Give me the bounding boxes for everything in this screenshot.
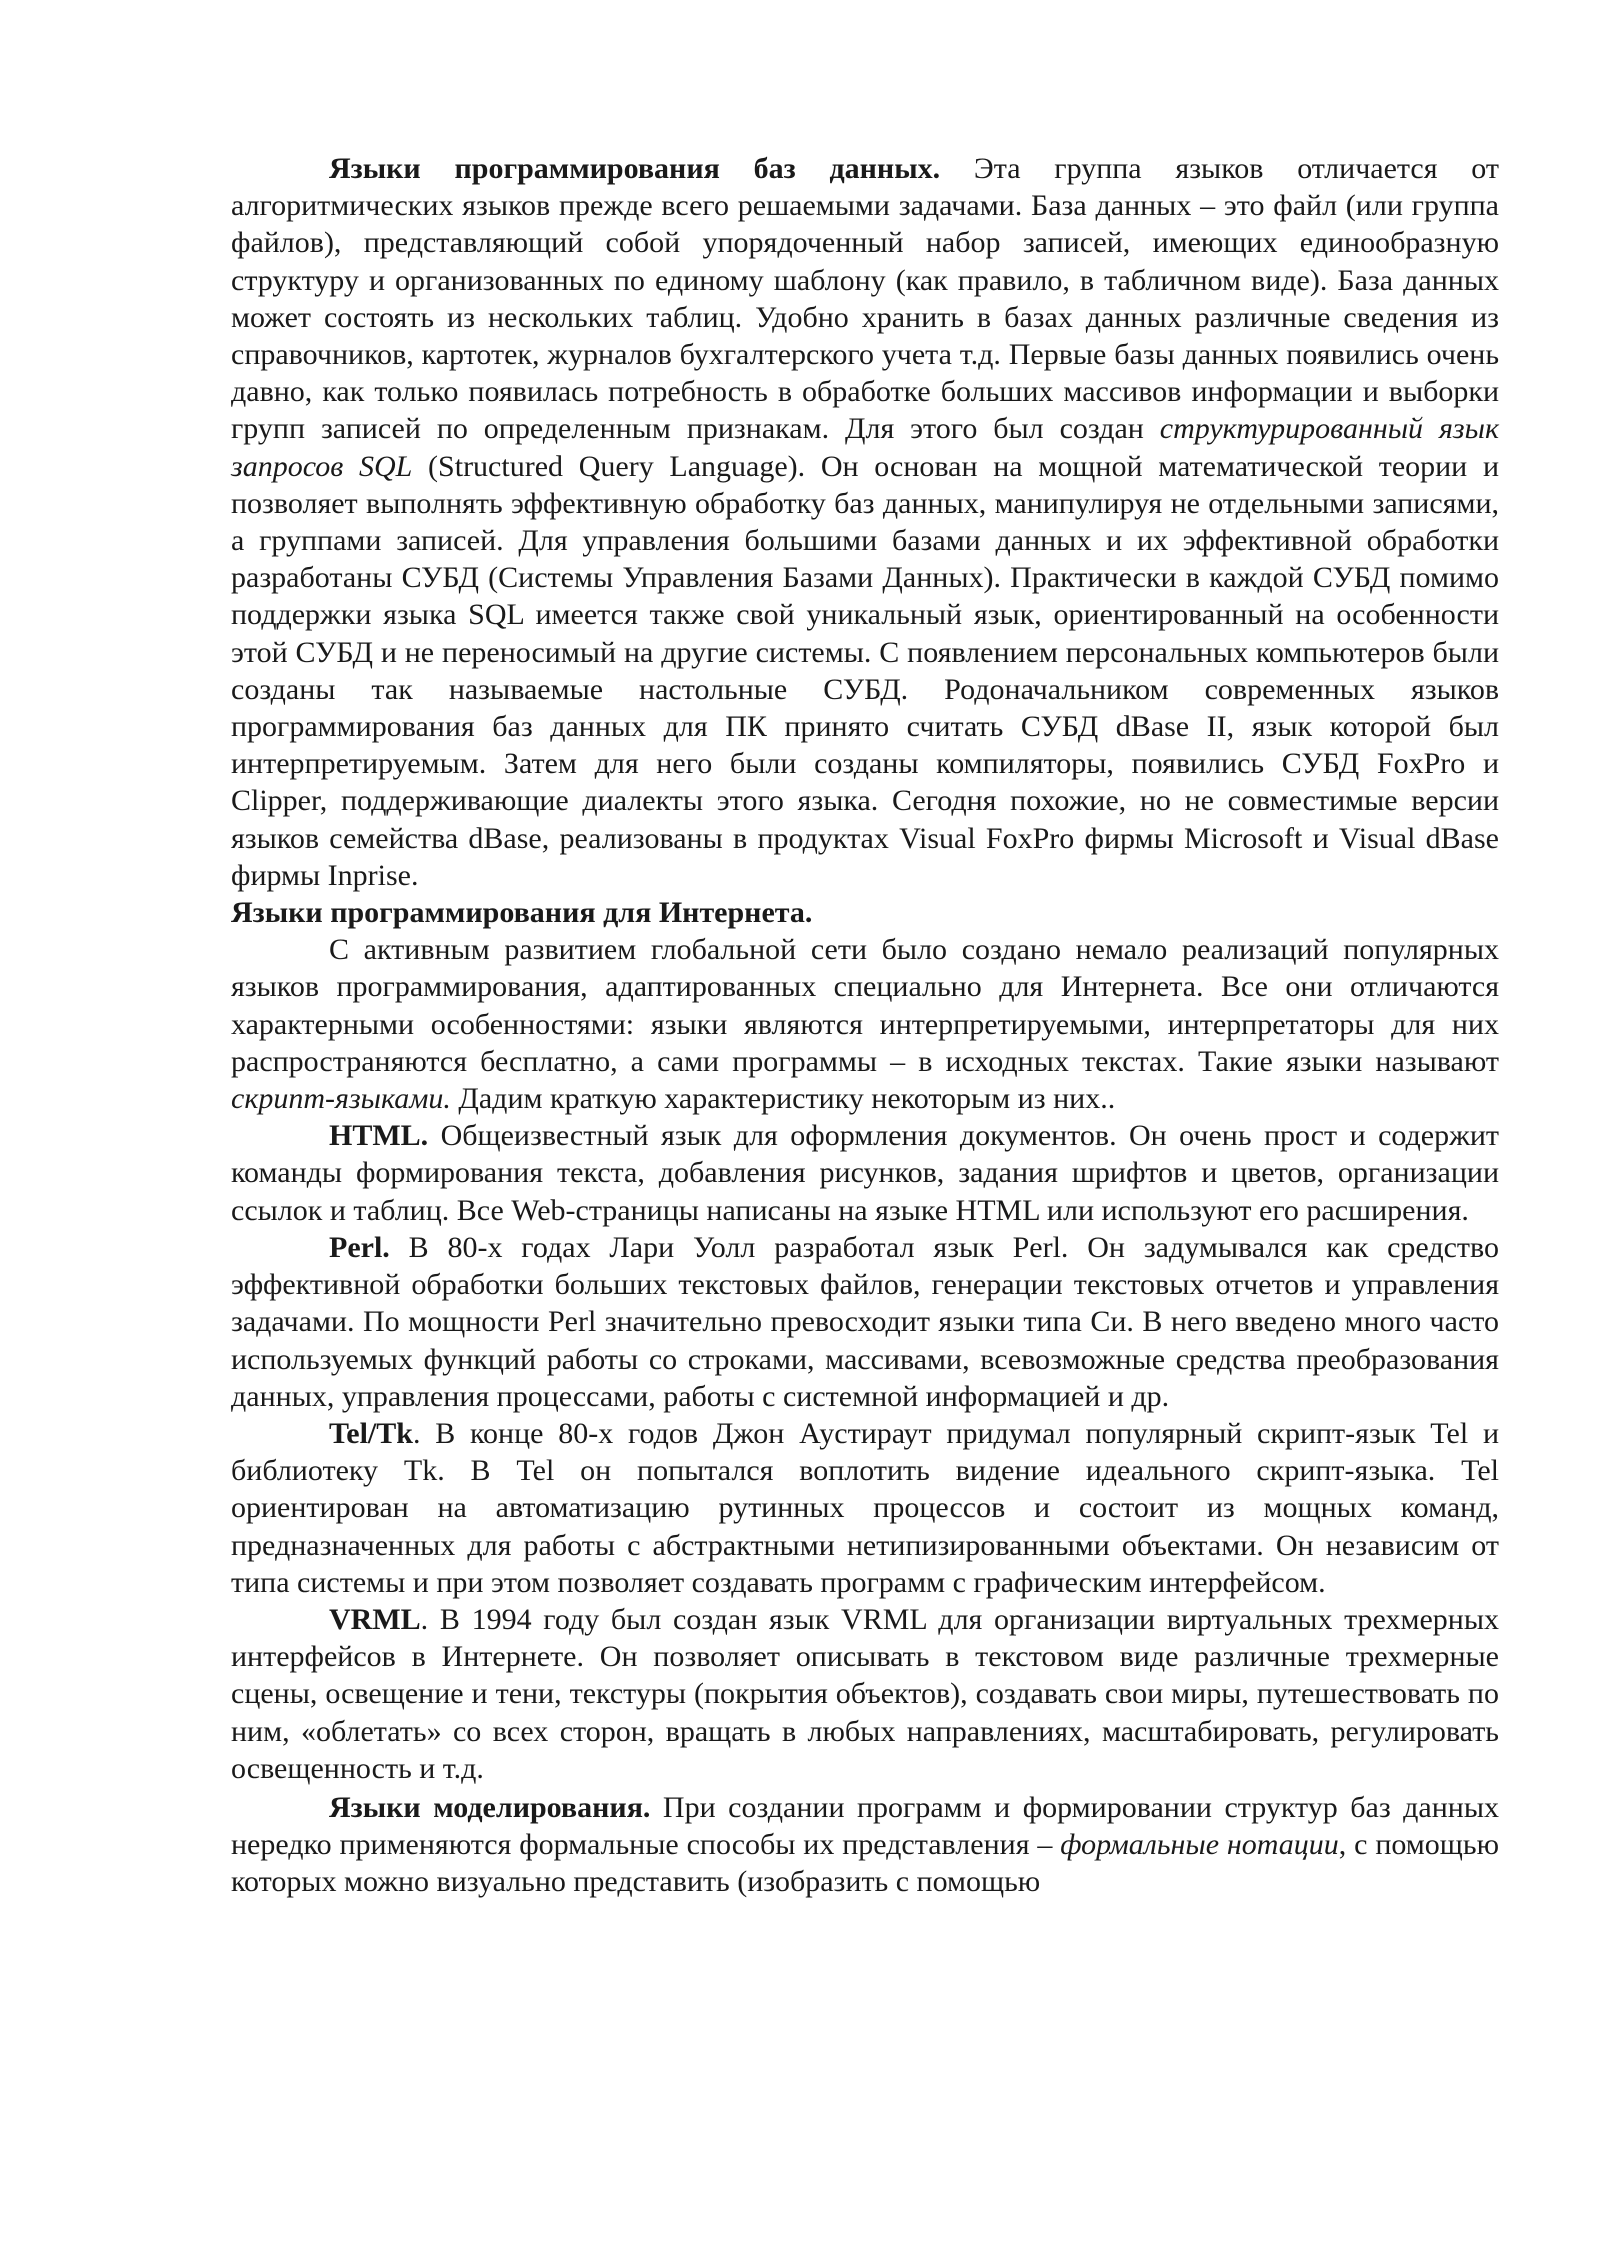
term-tcl-tk: Tel/Tk [329,1416,413,1450]
paragraph-text: В 80-х годах Лари Уолл разработал язык Perl. Он задумывался как средство эффективной обработки больших текстовых файлов, генерации текстовых отчетов и управления задачами. По мощности Perl значительно превосходит языки типа Си. В него введено много часто используемых функций работы со строками, массивами, всевозможные средства преобразования данных, управления процессами, работы с системной информацией и др. [231,1230,1499,1413]
paragraph-text: С активным развитием глобальной сети было создано немало реализаций популярных языков программирования, адаптированных специально для Интернета. Все они отличаются характерными особенностями: языки являются интерпретируемыми, интерпретаторы для них распространяются бесплатно, а сами программы – в исходных текстах. Такие языки называют [231,933,1499,1078]
paragraph-databases [231,150,1499,894]
paragraph-text: При создании программ и формировании структур баз данных нередко применяются формальные способы их представления – [231,1790,1500,1862]
paragraph-text: Общеизвестный язык для оформления документов. Он очень прост и содержит команды формирования текста, добавления рисунков, задания шрифтов и цветов, организации ссылок и таблиц. Все Web-страницы написаны на языке HTML или используют его расширения. [231,1119,1499,1227]
heading-internet-languages: Языки программирования для Интернета. [231,896,813,930]
term-database-languages: Языки программирования баз данных. [329,152,941,185]
paragraph-vrml [231,1601,1499,1787]
term-sql: структурированный язык запросов SQL [231,412,1499,483]
term-modeling-languages: Языки моделирования. [329,1790,651,1824]
term-formal-notations: формальные нотации [1060,1828,1339,1862]
paragraph-modeling [231,1789,1499,1901]
paragraph-html [231,1117,1499,1229]
paragraph-internet [231,931,1499,1117]
paragraph-perl [231,1229,1499,1415]
paragraph-text: Эта группа языков отличается от алгоритмических языков прежде всего решаемыми задачами. База данных – это файл (или группа файлов), представляющий собой упорядоченный набор записей, имеющих единообразную структуру и организованных по единому шаблону (как правило, в табличном виде). База данных может состоять из нескольких таблиц. Удобно хранить в базах данных различные сведения из справочников, картотек, журналов бухгалтерского учета т.д. Первые базы данных появились очень давно, как только появилась потребность в обработке больших массивов информации и выборки групп записей по определенным признакам. Для этого был создан [231,152,1499,446]
term-vrml: VRML [329,1602,421,1636]
term-html: HTML. [329,1119,429,1153]
term-perl: Perl. [329,1230,390,1264]
paragraph-text: . В 1994 году был создан язык VRML для организации виртуальных трехмерных интерфейсов в Интернете. Он позволяет описывать в текстовом виде различные трехмерные сцены, освещение и тени, текстуры (покрытия объектов), создавать свои миры, путешествовать по ним, «облетать» со всех сторон, вращать в любых направлениях, масштабировать, регулировать освещенность и т.д. [231,1602,1499,1785]
paragraph-text: . В конце 80-х годов Джон Аустираут придумал популярный скрипт-язык Tel и библиотеку Tk. В Tel он попытался воплотить видение идеального скрипт-языка. Tel ориентирован на автоматизацию рутинных процессов и состоит из мощных команд, предназначенных для работы с абстрактными нетипизированными объектами. Он независим от типа системы и при этом позволяет создавать программ с графическим интерфейсом. [231,1416,1499,1599]
paragraph-text: (Structured Query Language). Он основан на мощной математической теории и позволяет выполнять эффективную обработку баз данных, манипулируя не отдельными записями, а группами записей. Для управления большими базами данных и их эффективной обработки разработаны СУБД (Системы Управления Базами Данных). Практически в каждой СУБД помимо поддержки языка SQL имеется также свой уникальный язык, ориентированный на особенности этой СУБД и не переносимый на другие системы. С появлением персональных компьютеров были созданы так называемые настольные СУБД. Родоначальником современных языков программирования баз данных для ПК принято считать СУБД dBase II, язык которой был интерпретируемым. Затем для него были созданы компиляторы, появились СУБД FoxPro и Clipper, поддерживающие диалекты этого языка. Сегодня похожие, но не совместимые версии языков семейства dBase, реализованы в продуктах Visual FoxPro фирмы Microsoft и Visual dBase фирмы Inprise. [231,449,1499,892]
paragraph-tcl-tk [231,1415,1499,1601]
paragraph-text: Дадим краткую характеристику некоторым из них.. [450,1082,1116,1116]
paragraph-text: , с помощью которых можно визуально представить (изобразить с помощью [231,1828,1499,1899]
document-page [231,150,1499,1901]
term-script-languages: скрипт-языками. [231,1082,451,1116]
